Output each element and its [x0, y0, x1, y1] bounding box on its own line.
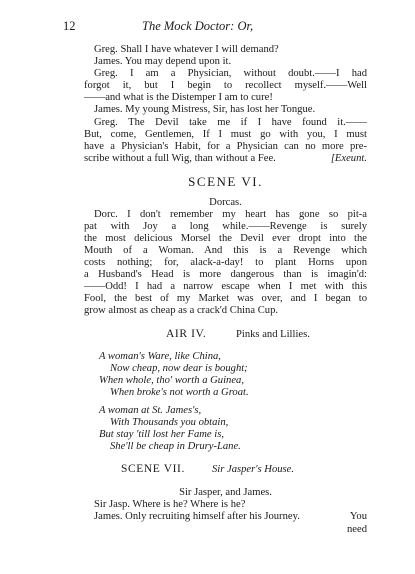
dialogue-line: James. You may depend upon it. [94, 56, 232, 67]
catchword: need [347, 524, 367, 535]
speech-line: James. Only recruiting himself after his Journey. [94, 511, 300, 522]
speech-line: grow almost as cheap as a crack'd China Cup. [84, 305, 279, 316]
air-tune: Pinks and Lillies. [236, 329, 310, 340]
verse-line: She'll be cheap in Drury-Lane. [110, 441, 241, 452]
dialogue-line: ——and what is the Distemper I am to cure! [84, 92, 273, 103]
speech-line: Dorc. I don't remember my heart has gone so pit-a [94, 209, 367, 220]
dialogue-line: But, come, Gentlemen, If I must go with you, I must [84, 129, 367, 140]
verse-line: When whole, tho' worth a Guinea, [99, 375, 244, 386]
speech-line: the most delicious Morsel the Devil ever dropt into the [84, 233, 367, 244]
scene-persons: Sir Jasper, and James. [179, 487, 272, 498]
verse-line: When broke's not worth a Groat. [110, 387, 249, 398]
speech-line-end: You [349, 511, 367, 522]
dialogue-line: Greg. The Devil take me if I have found it.—— [94, 117, 367, 128]
verse-line: Now cheap, now dear is bought; [110, 363, 248, 374]
verse-line: A woman's Ware, like China, [99, 351, 221, 362]
speech-line: a Husband's Head is more dangerous than is imagin'd: [84, 269, 367, 280]
speech-line: ——Odd! I had a narrow escape when I met with this [84, 281, 367, 292]
speech-line: Sir Jasp. Where is he? Where is he? [94, 499, 246, 510]
air-heading: AIR IV. [166, 328, 207, 340]
speech-line: Fool, the best of my Market was over, and I began to [84, 293, 367, 304]
speech-line: Mouth of a Woman. And this is a Revenge which [84, 245, 367, 256]
stage-direction: [Exeunt. [330, 153, 367, 164]
speech-line: costs nothing; for, alack-a-day! to plant Horns upon [84, 257, 367, 268]
scene-location: Sir Jasper's House. [212, 464, 295, 475]
verse-line: But stay 'till lost her Fame is, [99, 429, 224, 440]
running-title: The Mock Doctor: Or, [142, 19, 254, 33]
dialogue-line: scribe without a full Wig, than without a Fee. [84, 153, 276, 164]
dialogue-line: forgot it, but I begin to recollect myself.——Well [84, 80, 367, 91]
dialogue-line: Greg. I am a Physician, without doubt.——I had [94, 68, 367, 79]
scene-heading: SCENE VII. [121, 463, 185, 475]
dialogue-line: have a Physician's Habit, for a Physician can no more pre- [84, 141, 367, 152]
verse-line: With Thousands you obtain, [110, 417, 229, 428]
verse-line: A woman at St. James's, [99, 405, 202, 416]
dialogue-line: James. My young Mistress, Sir, has lost her Tongue. [94, 104, 316, 115]
scene-persons: Dorcas. [209, 197, 242, 208]
speech-line: pat with Joy a long while.——Revenge is surely [84, 221, 367, 232]
dialogue-line: Greg. Shall I have whatever I will demand? [94, 44, 279, 55]
scene-heading: SCENE VI. [188, 174, 263, 189]
page-number: 12 [63, 19, 76, 33]
